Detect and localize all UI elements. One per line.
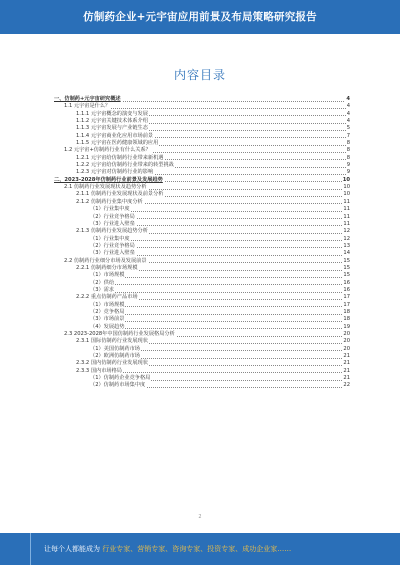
toc-entry-title: 1.2.2 元宇宙给仿制药行业带来的转型挑战: [76, 162, 174, 169]
toc-entry-title: （1）市场规模: [90, 301, 125, 308]
toc-entry-page: 15: [343, 257, 350, 264]
toc-entry-title: （2）供给: [90, 279, 115, 286]
toc-entry-title: （2）行业竞争格局: [90, 213, 135, 220]
toc-entry-page: 21: [343, 367, 350, 374]
toc-entry-title: （1）美国仿制药市场: [90, 345, 140, 352]
toc-entry-title: （1）行业集中度: [90, 235, 130, 242]
toc-entry-page: 20: [343, 331, 350, 337]
toc-entry[interactable]: [54, 206, 350, 213]
toc-entry[interactable]: [54, 111, 350, 118]
toc-entry-title: 1.2.1 元宇宙给仿制药行业带来新机遇: [76, 154, 164, 161]
toc-leader-dots: [90, 292, 350, 293]
toc-entry-page: 22: [343, 382, 350, 389]
toc-entry-title: 2.2 仿制药行业细分市场及发展前景: [64, 257, 147, 264]
toc-entry-page: 14: [343, 250, 350, 257]
toc-entry-title: （2）仿制药市场集中度: [90, 382, 146, 389]
toc-entry-title: 1.2.3 元宇宙对仿制药行业的影响: [76, 169, 154, 176]
toc-entry[interactable]: [54, 125, 350, 132]
toc-entry-title: （2）竞争格局: [90, 308, 125, 315]
toc-entry[interactable]: [54, 214, 350, 221]
toc-entry-page: 11: [343, 198, 350, 205]
header-banner: [0, 0, 400, 34]
footer-lead: 让每个人都能成为: [44, 545, 100, 553]
toc-entry-title: 1.1.1 元宇宙概念的演变与发展: [76, 110, 148, 117]
toc-entry-title: （3）需求: [90, 286, 115, 293]
toc-leader-dots: [90, 328, 350, 329]
toc-entry-page: 12: [343, 235, 350, 242]
toc-entry-page: 11: [343, 213, 350, 220]
toc-entry-page: 21: [343, 360, 350, 367]
toc-entry-page: 7: [346, 132, 350, 139]
toc-entry-title: 2.1.3 仿制药行业发展趋势分析: [76, 228, 148, 235]
footer-roles: 行业专家、营销专家、咨询专家、投资专家、成功企业家……: [102, 545, 292, 553]
toc-entry-title: 2.2.1 仿制药细分市场规模: [76, 264, 138, 271]
toc-entry-page: 20: [343, 345, 350, 352]
toc-entry[interactable]: [54, 228, 350, 235]
toc-entry-title: 1.1.3 元宇宙发展与产业链生态: [76, 125, 148, 132]
toc-entry-page: 16: [343, 286, 350, 293]
toc-entry-title: （3）行业进入壁垒: [90, 220, 135, 227]
toc-entry[interactable]: [54, 103, 350, 110]
toc-entry[interactable]: [54, 338, 350, 345]
toc-entry-page: 4: [346, 103, 350, 110]
toc-entry-page: 18: [343, 316, 350, 323]
toc-entry-title: 1.1.2 元宇宙关键技术体系介绍: [76, 118, 148, 125]
toc-entry[interactable]: [54, 147, 350, 154]
table-of-contents: [54, 96, 350, 390]
toc-entry-page: 17: [343, 301, 350, 308]
toc-entry-title: 2.3.2 国内仿制药行业发展现状: [76, 360, 148, 367]
toc-entry-page: 4: [346, 110, 350, 117]
toc-entry-title: 2.3.3 国内市场格局: [76, 367, 122, 374]
toc-entry-page: 20: [343, 338, 350, 345]
toc-entry-page: 4: [346, 118, 350, 125]
toc-entry-page: 15: [343, 272, 350, 279]
toc-entry[interactable]: [54, 272, 350, 279]
footer-divider: [30, 533, 31, 565]
toc-entry-title: 2.1.1 仿制药行业发展现状及前景分析: [76, 191, 164, 198]
toc-entry-title: （3）市场前景: [90, 316, 125, 323]
toc-entry-page: 8: [346, 147, 350, 154]
toc-entry-title: 1.1.4 元宇宙商业化应用市场前景: [76, 132, 154, 139]
toc-entry[interactable]: [54, 169, 350, 176]
toc-entry-page: 15: [343, 264, 350, 271]
toc-heading: 内容目录: [173, 68, 226, 82]
toc-entry-page: 10: [342, 176, 350, 183]
toc-entry-page: 19: [343, 323, 350, 330]
toc-entry-title: 二、2023-2028年仿制药行业前景及发展趋势: [54, 176, 163, 183]
toc-entry-title: （2）欧洲仿制药市场: [90, 353, 140, 360]
toc-entry-title: 2.2.2 重点仿制药产品市场: [76, 294, 138, 301]
toc-entry-page: 8: [346, 140, 350, 147]
toc-entry[interactable]: [54, 280, 350, 287]
toc-entry-page: 13: [343, 242, 350, 249]
toc-entry-page: 21: [343, 353, 350, 360]
toc-entry-page: 11: [343, 206, 350, 213]
toc-entry-page: 11: [343, 220, 350, 227]
toc-entry-title: （1）行业集中度: [90, 206, 130, 213]
toc-leader-dots: [90, 306, 350, 307]
toc-entry-title: 2.3 2023-2028年中国仿制药行业发展格局分析: [64, 331, 175, 337]
toc-entry[interactable]: [54, 236, 350, 243]
toc-entry-page: 8: [346, 154, 350, 161]
toc-entry-page: 21: [343, 375, 350, 382]
toc-entry-page: 16: [343, 279, 350, 286]
toc-entry-page: 4: [346, 96, 350, 102]
toc-entry-page: 9: [346, 169, 350, 176]
toc-entry-title: 2.1.2 仿制药行业集中度分析: [76, 198, 143, 205]
toc-entry-page: 12: [343, 228, 350, 235]
toc-entry[interactable]: [54, 382, 350, 389]
toc-leader-dots: [90, 284, 350, 285]
toc-leader-dots: [90, 277, 350, 278]
toc-entry[interactable]: [54, 294, 350, 301]
toc-entry[interactable]: [54, 316, 350, 323]
toc-entry-title: 2.1 仿制药行业发展现状及趋势分析: [64, 184, 147, 191]
toc-entry-title: 1.1.5 元宇宙在医药健康领域的应用: [76, 140, 159, 147]
toc-entry[interactable]: [54, 324, 350, 331]
footer-slogan: [44, 544, 291, 554]
toc-leader-dots: [90, 314, 350, 315]
toc-entry-title: （1）仿制药企业竞争格局: [90, 375, 151, 382]
toc-entry-page: 18: [343, 308, 350, 315]
toc-entry-title: （3）行业进入壁垒: [90, 250, 135, 257]
toc-entry-title: 2.3.1 国际仿制药行业发展现状: [76, 338, 148, 345]
toc-entry-title: 1.1 元宇宙是什么？: [64, 103, 111, 110]
toc-entry-page: 10: [343, 191, 350, 198]
toc-entry[interactable]: [54, 133, 350, 140]
toc-entry-title: （2）行业竞争格局: [90, 242, 135, 249]
toc-entry[interactable]: [54, 250, 350, 257]
footer-banner: [0, 533, 400, 565]
toc-entry-page: 10: [343, 184, 350, 191]
report-title: 仿制药企业+元宇宙应用前景及布局策略研究报告: [83, 11, 317, 23]
toc-entry-title: （1）市场规模: [90, 272, 125, 279]
page-number: 2: [198, 514, 202, 520]
toc-entry[interactable]: [54, 360, 350, 367]
toc-entry-page: 17: [343, 294, 350, 301]
toc-entry[interactable]: [54, 258, 350, 265]
toc-entry[interactable]: [54, 346, 350, 353]
toc-entry-title: 1.2 元宇宙+仿制药行业有什么关系？: [64, 147, 151, 154]
toc-entry[interactable]: [54, 302, 350, 309]
toc-entry-title: （4）发展趋势: [90, 323, 125, 330]
toc-entry[interactable]: [54, 155, 350, 162]
toc-entry[interactable]: [54, 191, 350, 198]
toc-leader-dots: [90, 321, 350, 322]
toc-entry[interactable]: [54, 368, 350, 375]
toc-entry-page: 9: [346, 162, 350, 169]
toc-entry-page: 5: [346, 125, 350, 132]
toc-entry-title: 一、仿制药+元宇宙研究概述: [54, 96, 121, 102]
